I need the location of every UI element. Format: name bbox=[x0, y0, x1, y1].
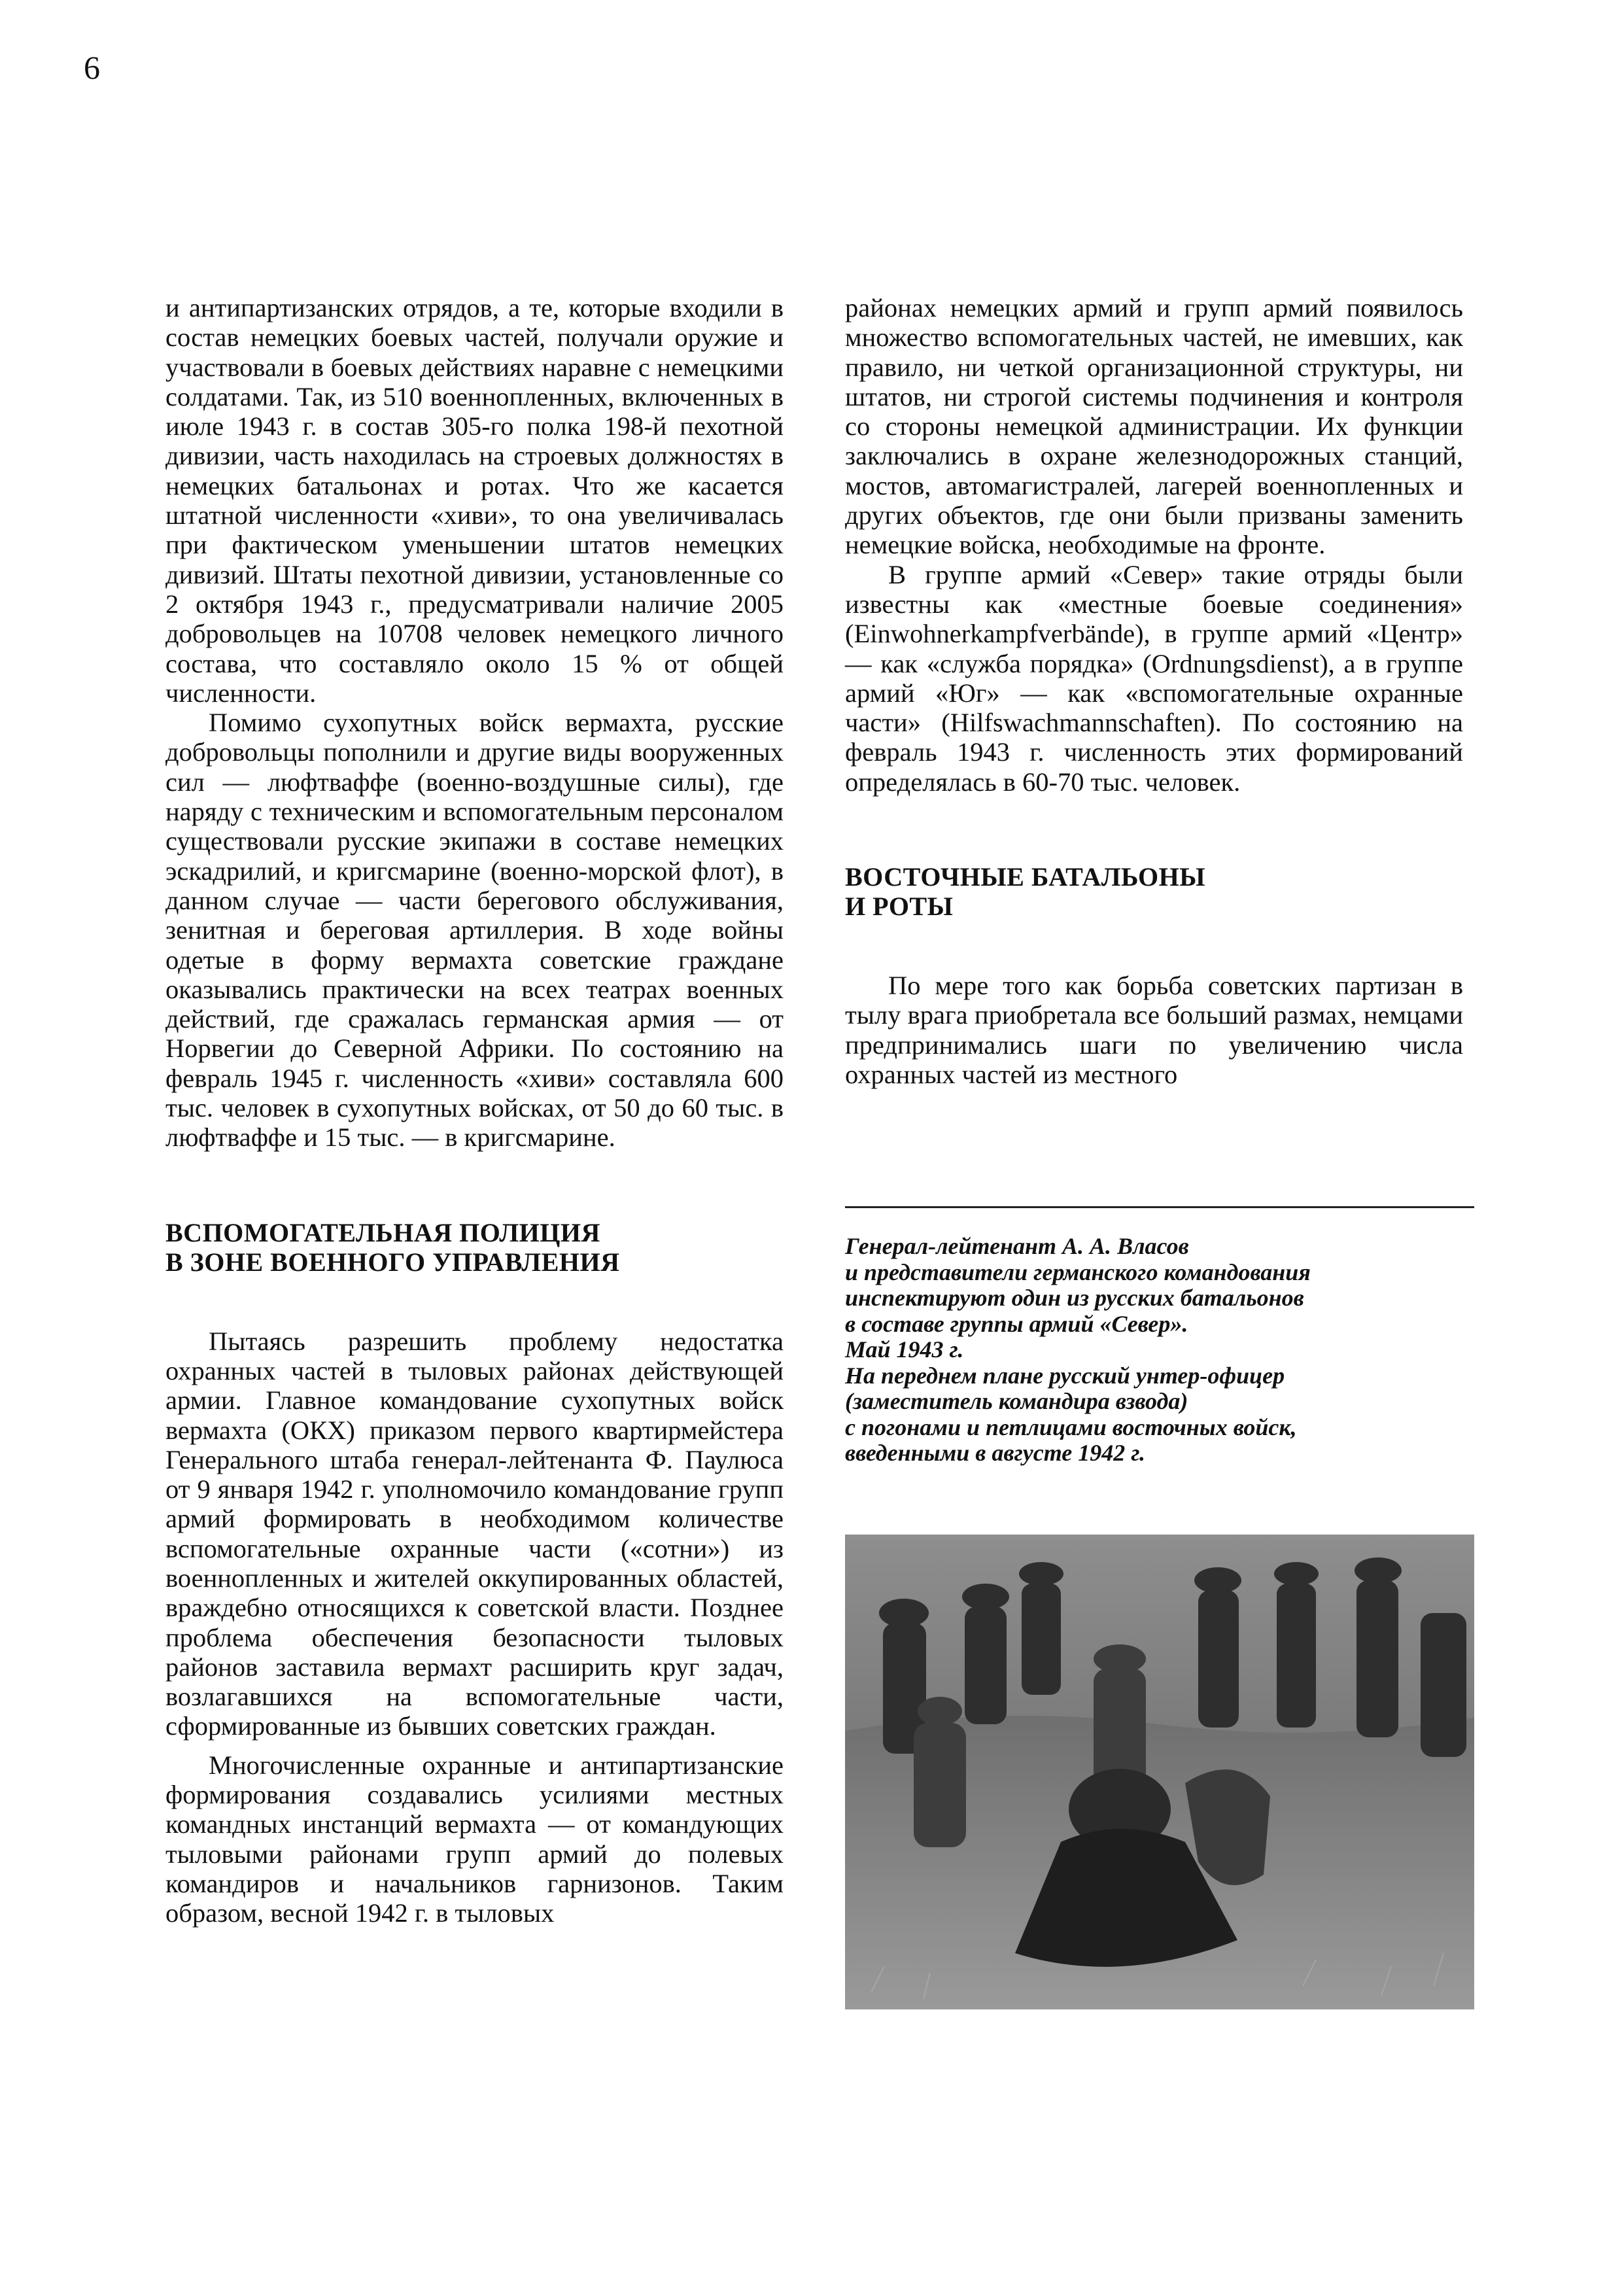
paragraph: В группе армий «Север» такие отряды были известны как «местные боевые соединения» (Einwohnerkampfverbände), в группе армий «Центр» — как «служба порядка» (Ordnungsdienst), а в группе армий «Юг» — как «вспомогательные охранные части» (Hilfswachmannschaften). По состоянию на февраль 1943 г. численность этих формирований определялась в 60-70 тыс. человек. bbox=[845, 559, 1463, 797]
section-heading bbox=[845, 862, 1463, 921]
historical-photo bbox=[845, 1535, 1474, 2009]
caption-line: и представители германского командования bbox=[845, 1259, 1311, 1285]
right-column bbox=[845, 293, 1463, 1089]
caption-line: инспектируют один из русских батальонов bbox=[845, 1285, 1304, 1311]
heading-line: И РОТЫ bbox=[845, 892, 954, 922]
paragraph: и антипартизанских отрядов, а те, которые входили в состав немецких боевых частей, получали оружие и участвовали в боевых действиях наравне с немецкими солдатами. Так, из 510 военнопленных, включенных в июле 1943 г. в состав 305-го полка 198-й пехотной дивизии, часть находилась на строевых должностях в немецких батальонах и ротах. Что же касается штатной численности «хиви», то она увеличивалась при фактическом уменьшении штатов немецких дивизий. Штаты пехотной дивизии, установленные со 2 октября 1943 г., предусматривали наличие 2005 добровольцев на 10708 человек немецкого личного состава, что составляло около 15 % от общей численности. bbox=[165, 293, 784, 708]
paragraph: районах немецких армий и групп армий появилось множество вспомогательных частей, не имевших, как правило, ни четкой организационной структуры, ни штатов, ни строгой системы подчинения и контроля со стороны немецкой администрации. Их функции заключались в охране железнодорожных станций, мостов, автомагистралей, лагерей военнопленных и других объектов, где они были призваны заменить немецкие войска, необходимые на фронте. bbox=[845, 293, 1463, 560]
section-heading bbox=[165, 1218, 784, 1277]
photo-caption bbox=[845, 1234, 1473, 1467]
heading-line: ВОСТОЧНЫЕ БАТАЛЬОНЫ bbox=[845, 862, 1205, 892]
caption-line: с погонами и петлицами восточных войск, bbox=[845, 1414, 1297, 1440]
paragraph: Многочисленные охранные и антипартизанские формирования создавались усилиями местных командных инстанций вермахта — от командующих тыловыми районами групп армий до полевых командиров и начальников гарнизонов. Таким образом, весной 1942 г. в тыловых bbox=[165, 1750, 784, 1928]
caption-line: На переднем плане русский унтер-офицер bbox=[845, 1362, 1285, 1389]
caption-line: в составе группы армий «Север». bbox=[845, 1310, 1188, 1337]
caption-line: Генерал-лейтенант А. А. Власов bbox=[845, 1233, 1189, 1259]
page-number: 6 bbox=[84, 49, 100, 86]
paragraph: По мере того как борьба советских партизан в тылу врага приобретала все больший размах, немцами предпринимались шаги по увеличению числа охранных частей из местного bbox=[845, 971, 1463, 1089]
caption-line: введенными в августе 1942 г. bbox=[845, 1440, 1146, 1466]
paragraph: Помимо сухопутных войск вермахта, русские добровольцы пополнили и другие виды вооруженных сил — люфтваффе (военно-воздушные силы), где наряду с техническим и вспомогательным персоналом существовали русские экипажи в составе немецких эскадрилий, и кригсмарине (военно-морской флот), в данном случае — части берегового обслуживания, зенитная и береговая артиллерия. В ходе войны одетые в форму вермахта советские граждане оказывались практически на всех театрах военных действий, где сражалась германская армия — от Норвегии до Северной Африки. По состоянию на февраль 1945 г. численность «хиви» составляла 600 тыс. человек в сухопутных войсках, от 50 до 60 тыс. в люфтваффе и 15 тыс. — в кригсмарине. bbox=[165, 708, 784, 1153]
heading-line: ВСПОМОГАТЕЛЬНАЯ ПОЛИЦИЯ bbox=[165, 1217, 600, 1247]
caption-line: (заместитель командира взвода) bbox=[845, 1388, 1188, 1414]
paragraph: Пытаясь разрешить проблему недостатка охранных частей в тыловых районах действующей армии. Главное командование сухопутных войск вермахта (ОКХ) приказом первого квартирмейстера Генерального штаба генерал-лейтенанта Ф. Паулюса от 9 января 1942 г. уполномочило командование групп армий формировать в необходимом количестве вспомогательные охранные части («сотни») из военнопленных и жителей оккупированных областей, враждебно относящихся к советской власти. Позднее проблема обеспечения безопасности тыловых районов заставила вермахт расширить круг задач, возлагавшихся на вспомогательные части, сформированные из бывших советских граждан. bbox=[165, 1326, 784, 1741]
caption-line: Май 1943 г. bbox=[845, 1336, 964, 1363]
left-column bbox=[165, 293, 784, 1928]
caption-divider bbox=[845, 1206, 1474, 1208]
heading-line: В ЗОНЕ ВОЕННОГО УПРАВЛЕНИЯ bbox=[165, 1247, 620, 1277]
